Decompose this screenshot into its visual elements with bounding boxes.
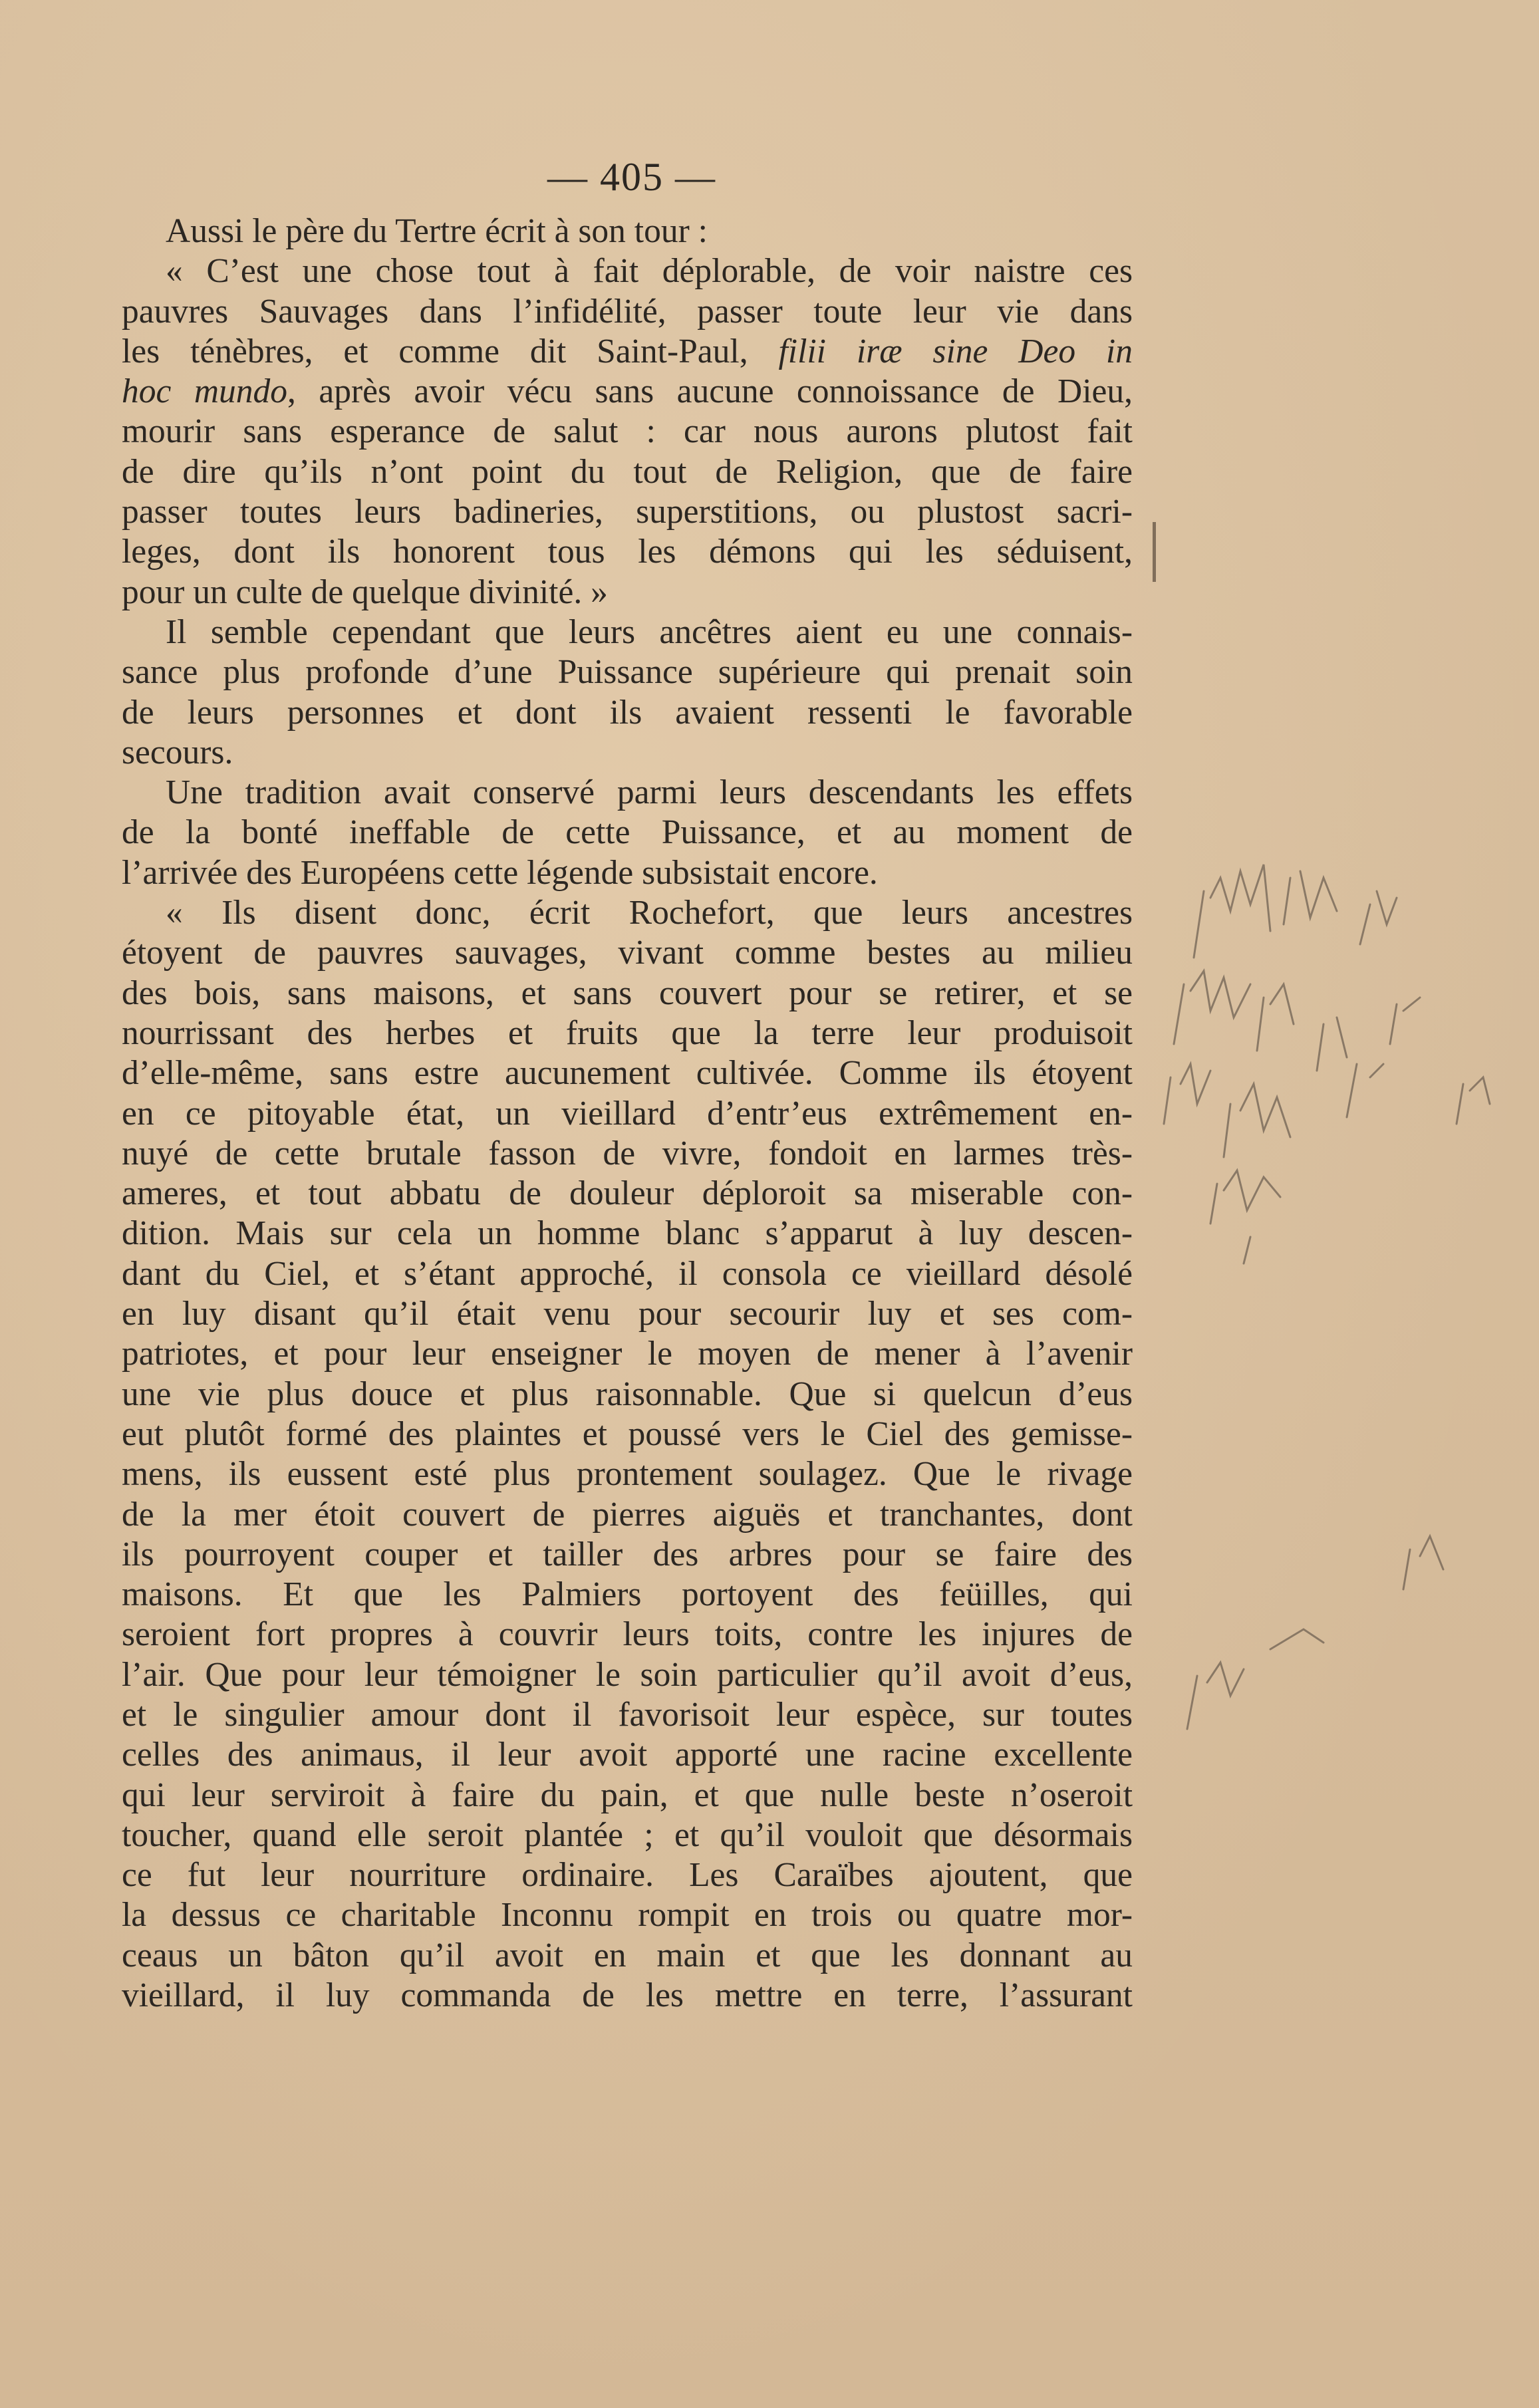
- text-line: dant du Ciel, et s’étant approché, il consola ce vieillard désolé: [122, 1254, 1133, 1293]
- text-line: l’air. Que pour leur témoigner le soin particulier qu’il avoit d’eus,: [122, 1655, 1133, 1694]
- text-line: nourrissant des herbes et fruits que la terre leur produisoit: [122, 1013, 1133, 1052]
- text-line: maisons. Et que les Palmiers portoyent des feüilles, qui: [122, 1575, 1133, 1614]
- text-line: patriotes, et pour leur enseigner le moyen de mener à l’avenir: [122, 1335, 1133, 1373]
- margin-mark: [1153, 522, 1156, 582]
- text-line: toucher, quand elle seroit plantée ; et qu’il vouloit que désormais: [122, 1815, 1133, 1854]
- italic-quote: filii iræ sine Deo in: [778, 332, 1133, 370]
- text-line: pour un culte de quelque divinité. »: [122, 573, 608, 611]
- body-text: [122, 211, 1133, 2016]
- text-line: de la mer étoit couvert de pierres aiguës et tranchantes, dont: [122, 1495, 1133, 1534]
- text-line: étoyent de pauvres sauvages, vivant comme bestes au milieu: [122, 934, 1133, 972]
- text-line: Aussi le père du Tertre écrit à son tour :: [166, 212, 708, 250]
- text-line: et le singulier amour dont il favorisoit leur espèce, sur toutes: [122, 1695, 1133, 1734]
- text-line: d’elle-même, sans estre aucunement cultivée. Comme ils étoyent: [122, 1054, 1133, 1093]
- text-line: de dire qu’ils n’ont point du tout de Religion, que de faire: [122, 452, 1133, 491]
- text-line: ameres, et tout abbatu de douleur déploroit sa miserable con-: [122, 1174, 1133, 1213]
- text-line: la dessus ce charitable Inconnu rompit en trois ou quatre mor-: [122, 1896, 1133, 1935]
- text-line: secours.: [122, 733, 233, 771]
- text-line: de leurs personnes et dont ils avaient ressenti le favorable: [122, 693, 1133, 732]
- text-line-with-italic: [122, 372, 1133, 412]
- text-line: Il semble cependant que leurs ancêtres aient eu une connais-: [166, 612, 1133, 651]
- text-line: des bois, sans maisons, et sans couvert pour se retirer, et se: [122, 974, 1133, 1012]
- text-line: celles des animaus, il leur avoit apporté une racine excellente: [122, 1736, 1133, 1774]
- text-line: leges, dont ils honorent tous les démons qui les séduisent,: [122, 533, 1133, 571]
- text-line: vieillard, il luy commanda de les mettre en terre, l’assurant: [122, 1976, 1133, 2015]
- margin-scribble: [1157, 851, 1530, 1756]
- text-line: Une tradition avait conservé parmi leurs descendants les effets: [166, 773, 1133, 812]
- text-line-with-italic: [122, 332, 1133, 372]
- text-line: de la bonté ineffable de cette Puissance, et au moment de: [122, 813, 1133, 852]
- text-line: en luy disant qu’il était venu pour secourir luy et ses com-: [122, 1295, 1133, 1333]
- text-line: eut plutôt formé des plaintes et poussé vers le Ciel des gemisse-: [122, 1414, 1133, 1453]
- text-line: qui leur serviroit à faire du pain, et que nulle beste n’oseroit: [122, 1776, 1133, 1814]
- text-line: mourir sans esperance de salut : car nous aurons plutost fait: [122, 412, 1133, 451]
- text-line: une vie plus douce et plus raisonnable. Que si quelcun d’eus: [122, 1375, 1133, 1413]
- text-line: ceaus un bâton qu’il avoit en main et que les donnant au: [122, 1936, 1133, 1974]
- text-line: sance plus profonde d’une Puissance supérieure qui prenait soin: [122, 653, 1133, 692]
- text-line: « C’est une chose tout à fait déplorable, de voir naistre ces: [166, 252, 1133, 291]
- italic-quote: hoc mundo: [122, 372, 288, 411]
- text-line: passer toutes leurs badineries, superstitions, ou plustost sacri-: [122, 493, 1133, 531]
- text-line: seroient fort propres à couvrir leurs toits, contre les injures de: [122, 1615, 1133, 1654]
- text-line: « Ils disent donc, écrit Rochefort, que leurs ancestres: [166, 894, 1133, 932]
- page-number: — 405 —: [547, 155, 716, 199]
- text-run: , après avoir vécu sans aucune connoissance de Dieu,: [287, 372, 1133, 411]
- text-line: mens, ils eussent esté plus prontement soulagez. Que le rivage: [122, 1455, 1133, 1494]
- text-line: nuyé de cette brutale fasson de vivre, fondoit en larmes très-: [122, 1134, 1133, 1172]
- text-line: ils pourroyent couper et tailler des arbres pour se faire des: [122, 1535, 1133, 1573]
- text-run: les ténèbres, et comme dit Saint-Paul,: [122, 332, 779, 370]
- text-line: l’arrivée des Européens cette légende subsistait encore.: [122, 853, 878, 892]
- text-line: ce fut leur nourriture ordinaire. Les Caraïbes ajoutent, que: [122, 1856, 1133, 1895]
- text-line: pauvres Sauvages dans l’infidélité, passer toute leur vie dans: [122, 292, 1133, 331]
- text-line: dition. Mais sur cela un homme blanc s’apparut à luy descen-: [122, 1214, 1133, 1253]
- text-line: en ce pitoyable état, un vieillard d’entr’eus extrêmement en-: [122, 1094, 1133, 1133]
